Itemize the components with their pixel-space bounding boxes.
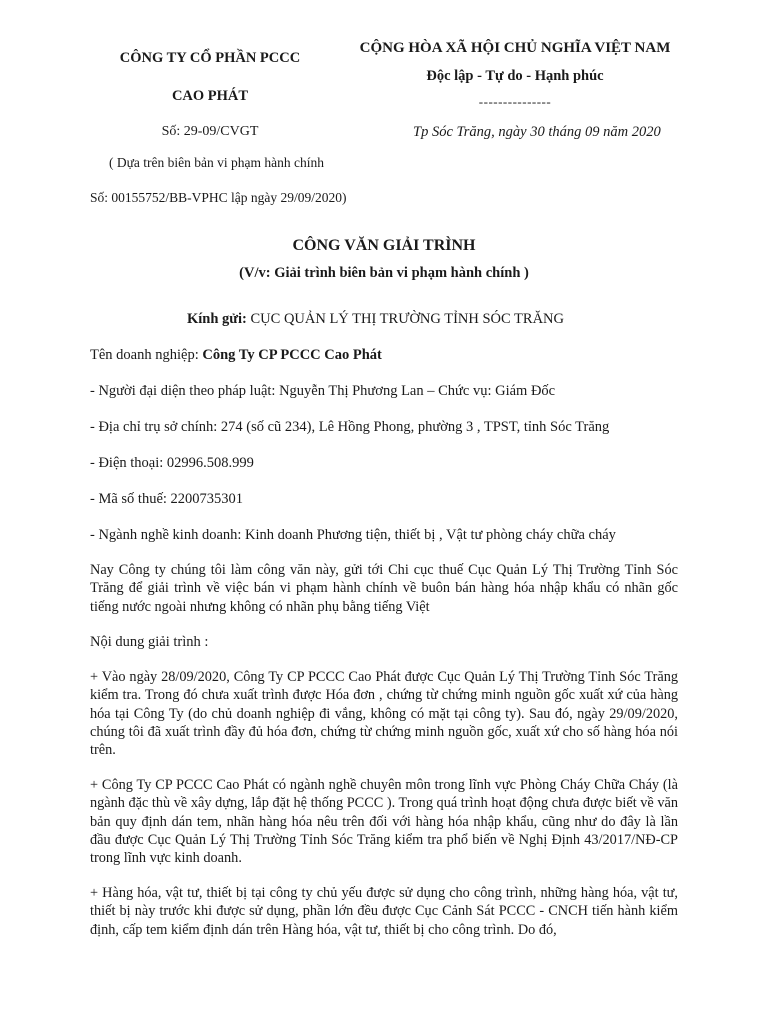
basis-line-1: ( Dựa trên biên bản vi phạm hành chính [109, 155, 325, 170]
business-line: - Ngành nghề kinh doanh: Kinh doanh Phương tiện, thiết bị , Vật tư phòng cháy chữa cháy [90, 527, 616, 543]
recipient-name: CỤC QUẢN LÝ THỊ TRƯỜNG TỈNH SÓC TRĂNG [250, 311, 564, 327]
explanation-point-2: + Công Ty CP PCCC Cao Phát có ngành nghề chuyên môn trong lĩnh vực Phòng Cháy Chữa Cháy (là ngành đặc thù về xây dựng, lắp đặt hệ thống PCCC ). Trong quá trình hoạt động chưa được biết về văn bản quy định dán tem, nhãn hàng hóa nêu trên đối với hàng hóa nhập khẩu, cũng như do đây là lần đầu được Cục Quản Lý Thị Trường Tỉnh Sóc Trăng kiểm tra phổ biến về Nghị Định 43/2017/NĐ-CP trong lĩnh vực kinh doanh. [90, 777, 678, 867]
tax-code: - Mã số thuế: 2200735301 [90, 491, 244, 507]
company-label: Tên doanh nghiệp: [90, 347, 199, 363]
place-date: Tp Sóc Trăng, ngày 30 tháng 09 năm 2020 [413, 124, 661, 140]
document-number: Số: 29-09/CVGT [161, 124, 259, 139]
header-divider: --------------- [478, 94, 552, 109]
company-name: Công Ty CP PCCC Cao Phát [202, 347, 382, 363]
national-motto: Độc lập - Tự do - Hạnh phúc [426, 68, 604, 84]
legal-representative: - Người đại diện theo pháp luật: Nguyễn Thị Phương Lan – Chức vụ: Giám Đốc [90, 383, 556, 399]
recipient-label: Kính gửi: [187, 311, 247, 327]
national-title: CỘNG HÒA XÃ HỘI CHỦ NGHĨA VIỆT NAM [359, 40, 671, 56]
company-name-line1: CÔNG TY CỔ PHẦN PCCC [119, 50, 301, 66]
phone-number: - Điện thoại: 02996.508.999 [90, 455, 254, 471]
basis-line-2: Số: 00155752/BB-VPHC lập ngày 29/09/2020) [90, 190, 347, 205]
document-subject: (V/v: Giải trình biên bản vi phạm hành chính ) [239, 265, 529, 281]
explanation-point-1: + Vào ngày 28/09/2020, Công Ty CP PCCC Cao Phát được Cục Quản Lý Thị Trường Tỉnh Sóc Trăng kiểm tra. Trong đó chưa xuất trình được Hóa đơn , chứng từ chứng minh nguồn gốc xuất xứ của hàng hóa tại Công Ty (do chủ doanh nghiệp đi vắng, không có mặt tại công ty). Sau đó, ngày 29/09/2020, chúng tôi đã xuất trình đầy đủ hóa đơn, chứng từ chứng minh nguồn gốc, xuất xứ cho số hàng hóa nói trên. [90, 669, 678, 759]
head-office-address: - Địa chỉ trụ sở chính: 274 (số cũ 234), Lê Hồng Phong, phường 3 , TPST, tỉnh Sóc Trăng [90, 419, 610, 435]
content-heading: Nội dung giải trình : [90, 634, 209, 650]
document-title: CÔNG VĂN GIẢI TRÌNH [292, 237, 476, 254]
recipient [187, 309, 564, 329]
intro-paragraph: Nay Công ty chúng tôi làm công văn này, gửi tới Chi cục thuế Cục Quản Lý Thị Trường Tỉnh Sóc Trăng để giải trình về việc bán vi phạm hành chính về buôn bán hàng hóa nhập khẩu có nhãn gốc tiếng nước ngoài nhưng không có nhãn phụ bằng tiếng Việt [90, 562, 678, 615]
explanation-point-3: + Hàng hóa, vật tư, thiết bị tại công ty chủ yếu được sử dụng cho công trình, những hàng hóa, vật tư, thiết bị này trước khi được sử dụng, phần lớn đều được Cục Cảnh Sát PCCC - CNCH tiến hành kiểm định, cấp tem kiểm định dán trên Hàng hóa, vật tư, thiết bị cho công trình. Do đó, [90, 885, 678, 938]
company-name-line2: CAO PHÁT [171, 88, 249, 104]
company-line [90, 345, 382, 365]
